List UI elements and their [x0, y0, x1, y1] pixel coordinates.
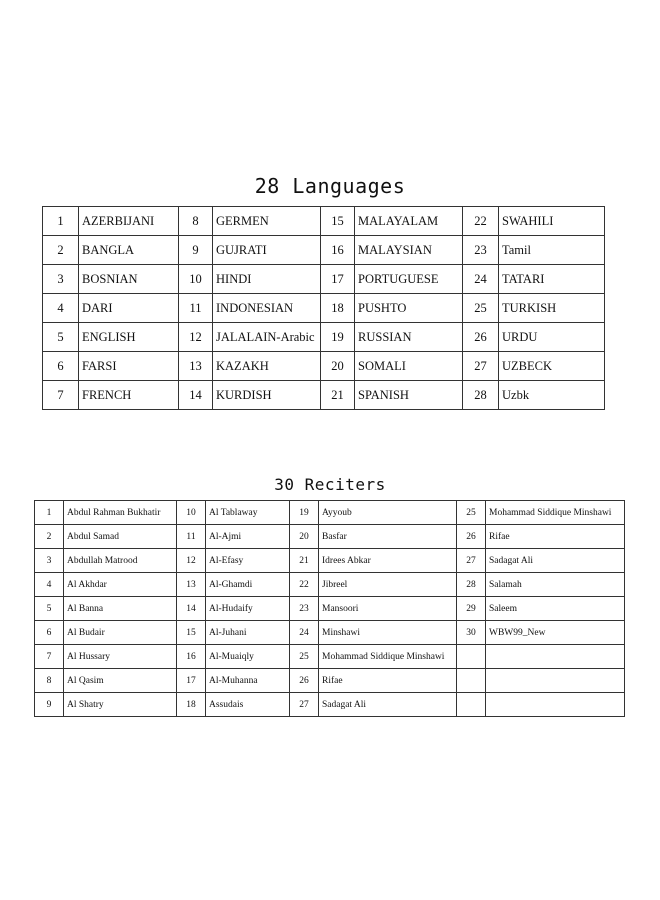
languages-table-body [43, 207, 605, 410]
table-row [35, 501, 625, 525]
number-cell [457, 669, 486, 693]
number-cell: 5 [35, 597, 64, 621]
language-name-cell: RUSSIAN [355, 323, 463, 352]
number-cell: 27 [457, 549, 486, 573]
number-cell: 10 [177, 501, 206, 525]
reciter-name-cell [486, 669, 625, 693]
number-cell: 3 [43, 265, 79, 294]
language-name-cell: UZBECK [499, 352, 605, 381]
language-name-cell: KAZAKH [213, 352, 321, 381]
reciter-name-cell: Rifae [486, 525, 625, 549]
reciter-name-cell: WBW99_New [486, 621, 625, 645]
reciter-name-cell: Sadagat Ali [319, 693, 457, 717]
number-cell: 19 [290, 501, 319, 525]
reciter-name-cell: Al Tablaway [206, 501, 290, 525]
number-cell: 26 [290, 669, 319, 693]
number-cell: 8 [179, 207, 213, 236]
reciter-name-cell: Ayyoub [319, 501, 457, 525]
number-cell: 17 [177, 669, 206, 693]
number-cell: 20 [321, 352, 355, 381]
reciters-title: 30 Reciters [274, 475, 386, 494]
number-cell: 22 [290, 573, 319, 597]
number-cell: 4 [35, 573, 64, 597]
number-cell: 3 [35, 549, 64, 573]
number-cell: 12 [179, 323, 213, 352]
language-name-cell: KURDISH [213, 381, 321, 410]
table-row [43, 323, 605, 352]
number-cell: 10 [179, 265, 213, 294]
reciter-name-cell: Al Shatry [64, 693, 177, 717]
language-name-cell: URDU [499, 323, 605, 352]
reciter-name-cell: Abdul Rahman Bukhatir [64, 501, 177, 525]
language-name-cell: FARSI [79, 352, 179, 381]
language-name-cell: BANGLA [79, 236, 179, 265]
reciter-name-cell: Abdul Samad [64, 525, 177, 549]
number-cell: 21 [321, 381, 355, 410]
language-name-cell: Uzbk [499, 381, 605, 410]
language-name-cell: ENGLISH [79, 323, 179, 352]
number-cell: 14 [179, 381, 213, 410]
number-cell: 25 [463, 294, 499, 323]
number-cell: 28 [457, 573, 486, 597]
table-row [35, 597, 625, 621]
number-cell: 7 [35, 645, 64, 669]
language-name-cell: INDONESIAN [213, 294, 321, 323]
reciter-name-cell: Mansoori [319, 597, 457, 621]
number-cell: 6 [43, 352, 79, 381]
number-cell: 13 [179, 352, 213, 381]
number-cell: 20 [290, 525, 319, 549]
number-cell: 15 [321, 207, 355, 236]
reciter-name-cell: Abdullah Matrood [64, 549, 177, 573]
reciter-name-cell: Al-Ajmi [206, 525, 290, 549]
reciter-name-cell: Al Hussary [64, 645, 177, 669]
number-cell: 11 [179, 294, 213, 323]
language-name-cell: PUSHTO [355, 294, 463, 323]
reciter-name-cell [486, 693, 625, 717]
reciter-name-cell: Jibreel [319, 573, 457, 597]
languages-table [42, 206, 605, 410]
table-row [43, 236, 605, 265]
reciter-name-cell: Al Banna [64, 597, 177, 621]
table-row [43, 381, 605, 410]
language-name-cell: HINDI [213, 265, 321, 294]
number-cell: 30 [457, 621, 486, 645]
number-cell: 27 [463, 352, 499, 381]
number-cell: 1 [43, 207, 79, 236]
reciters-table [34, 500, 625, 717]
table-row [43, 352, 605, 381]
reciter-name-cell: Rifae [319, 669, 457, 693]
reciter-name-cell: Al-Muaiqly [206, 645, 290, 669]
table-row [35, 693, 625, 717]
number-cell: 22 [463, 207, 499, 236]
number-cell: 4 [43, 294, 79, 323]
reciter-name-cell [486, 645, 625, 669]
table-row [35, 573, 625, 597]
language-name-cell: TATARI [499, 265, 605, 294]
number-cell: 1 [35, 501, 64, 525]
number-cell: 25 [290, 645, 319, 669]
number-cell: 2 [35, 525, 64, 549]
language-name-cell: MALAYALAM [355, 207, 463, 236]
reciter-name-cell: Al-Muhanna [206, 669, 290, 693]
number-cell: 24 [290, 621, 319, 645]
reciter-name-cell: Al Akhdar [64, 573, 177, 597]
number-cell: 15 [177, 621, 206, 645]
language-name-cell: TURKISH [499, 294, 605, 323]
number-cell: 14 [177, 597, 206, 621]
reciter-name-cell: Al Budair [64, 621, 177, 645]
language-name-cell: Tamil [499, 236, 605, 265]
language-name-cell: GUJRATI [213, 236, 321, 265]
number-cell: 29 [457, 597, 486, 621]
reciter-name-cell: Al-Juhani [206, 621, 290, 645]
language-name-cell: SOMALI [355, 352, 463, 381]
number-cell: 25 [457, 501, 486, 525]
table-row [43, 207, 605, 236]
reciter-name-cell: Mohammad Siddique Minshawi [319, 645, 457, 669]
number-cell: 18 [177, 693, 206, 717]
number-cell: 13 [177, 573, 206, 597]
number-cell: 7 [43, 381, 79, 410]
number-cell: 9 [35, 693, 64, 717]
number-cell: 19 [321, 323, 355, 352]
number-cell: 16 [177, 645, 206, 669]
reciter-name-cell: Assudais [206, 693, 290, 717]
number-cell: 9 [179, 236, 213, 265]
language-name-cell: BOSNIAN [79, 265, 179, 294]
number-cell: 5 [43, 323, 79, 352]
number-cell: 23 [463, 236, 499, 265]
number-cell: 23 [290, 597, 319, 621]
number-cell: 16 [321, 236, 355, 265]
table-row [43, 265, 605, 294]
table-row [35, 645, 625, 669]
number-cell: 17 [321, 265, 355, 294]
language-name-cell: GERMEN [213, 207, 321, 236]
number-cell: 18 [321, 294, 355, 323]
number-cell [457, 693, 486, 717]
number-cell [457, 645, 486, 669]
language-name-cell: SPANISH [355, 381, 463, 410]
number-cell: 27 [290, 693, 319, 717]
reciters-table-body [35, 501, 625, 717]
language-name-cell: JALALAIN-Arabic [213, 323, 321, 352]
languages-title: 28 Languages [254, 174, 406, 198]
number-cell: 11 [177, 525, 206, 549]
reciter-name-cell: Al-Hudaify [206, 597, 290, 621]
number-cell: 6 [35, 621, 64, 645]
language-name-cell: PORTUGUESE [355, 265, 463, 294]
reciter-name-cell: Saleem [486, 597, 625, 621]
table-row [35, 525, 625, 549]
reciter-name-cell: Al Qasim [64, 669, 177, 693]
number-cell: 8 [35, 669, 64, 693]
table-row [35, 549, 625, 573]
number-cell: 26 [463, 323, 499, 352]
number-cell: 21 [290, 549, 319, 573]
reciter-name-cell: Idrees Abkar [319, 549, 457, 573]
table-row [43, 294, 605, 323]
reciter-name-cell: Basfar [319, 525, 457, 549]
language-name-cell: FRENCH [79, 381, 179, 410]
table-row [35, 669, 625, 693]
number-cell: 24 [463, 265, 499, 294]
language-name-cell: SWAHILI [499, 207, 605, 236]
number-cell: 26 [457, 525, 486, 549]
reciter-name-cell: Mohammad Siddique Minshawi [486, 501, 625, 525]
table-row [35, 621, 625, 645]
reciter-name-cell: Al-Ghamdi [206, 573, 290, 597]
reciter-name-cell: Salamah [486, 573, 625, 597]
language-name-cell: MALAYSIAN [355, 236, 463, 265]
language-name-cell: DARI [79, 294, 179, 323]
language-name-cell: AZERBIJANI [79, 207, 179, 236]
number-cell: 28 [463, 381, 499, 410]
number-cell: 12 [177, 549, 206, 573]
reciter-name-cell: Sadagat Ali [486, 549, 625, 573]
reciter-name-cell: Minshawi [319, 621, 457, 645]
number-cell: 2 [43, 236, 79, 265]
reciter-name-cell: Al-Efasy [206, 549, 290, 573]
